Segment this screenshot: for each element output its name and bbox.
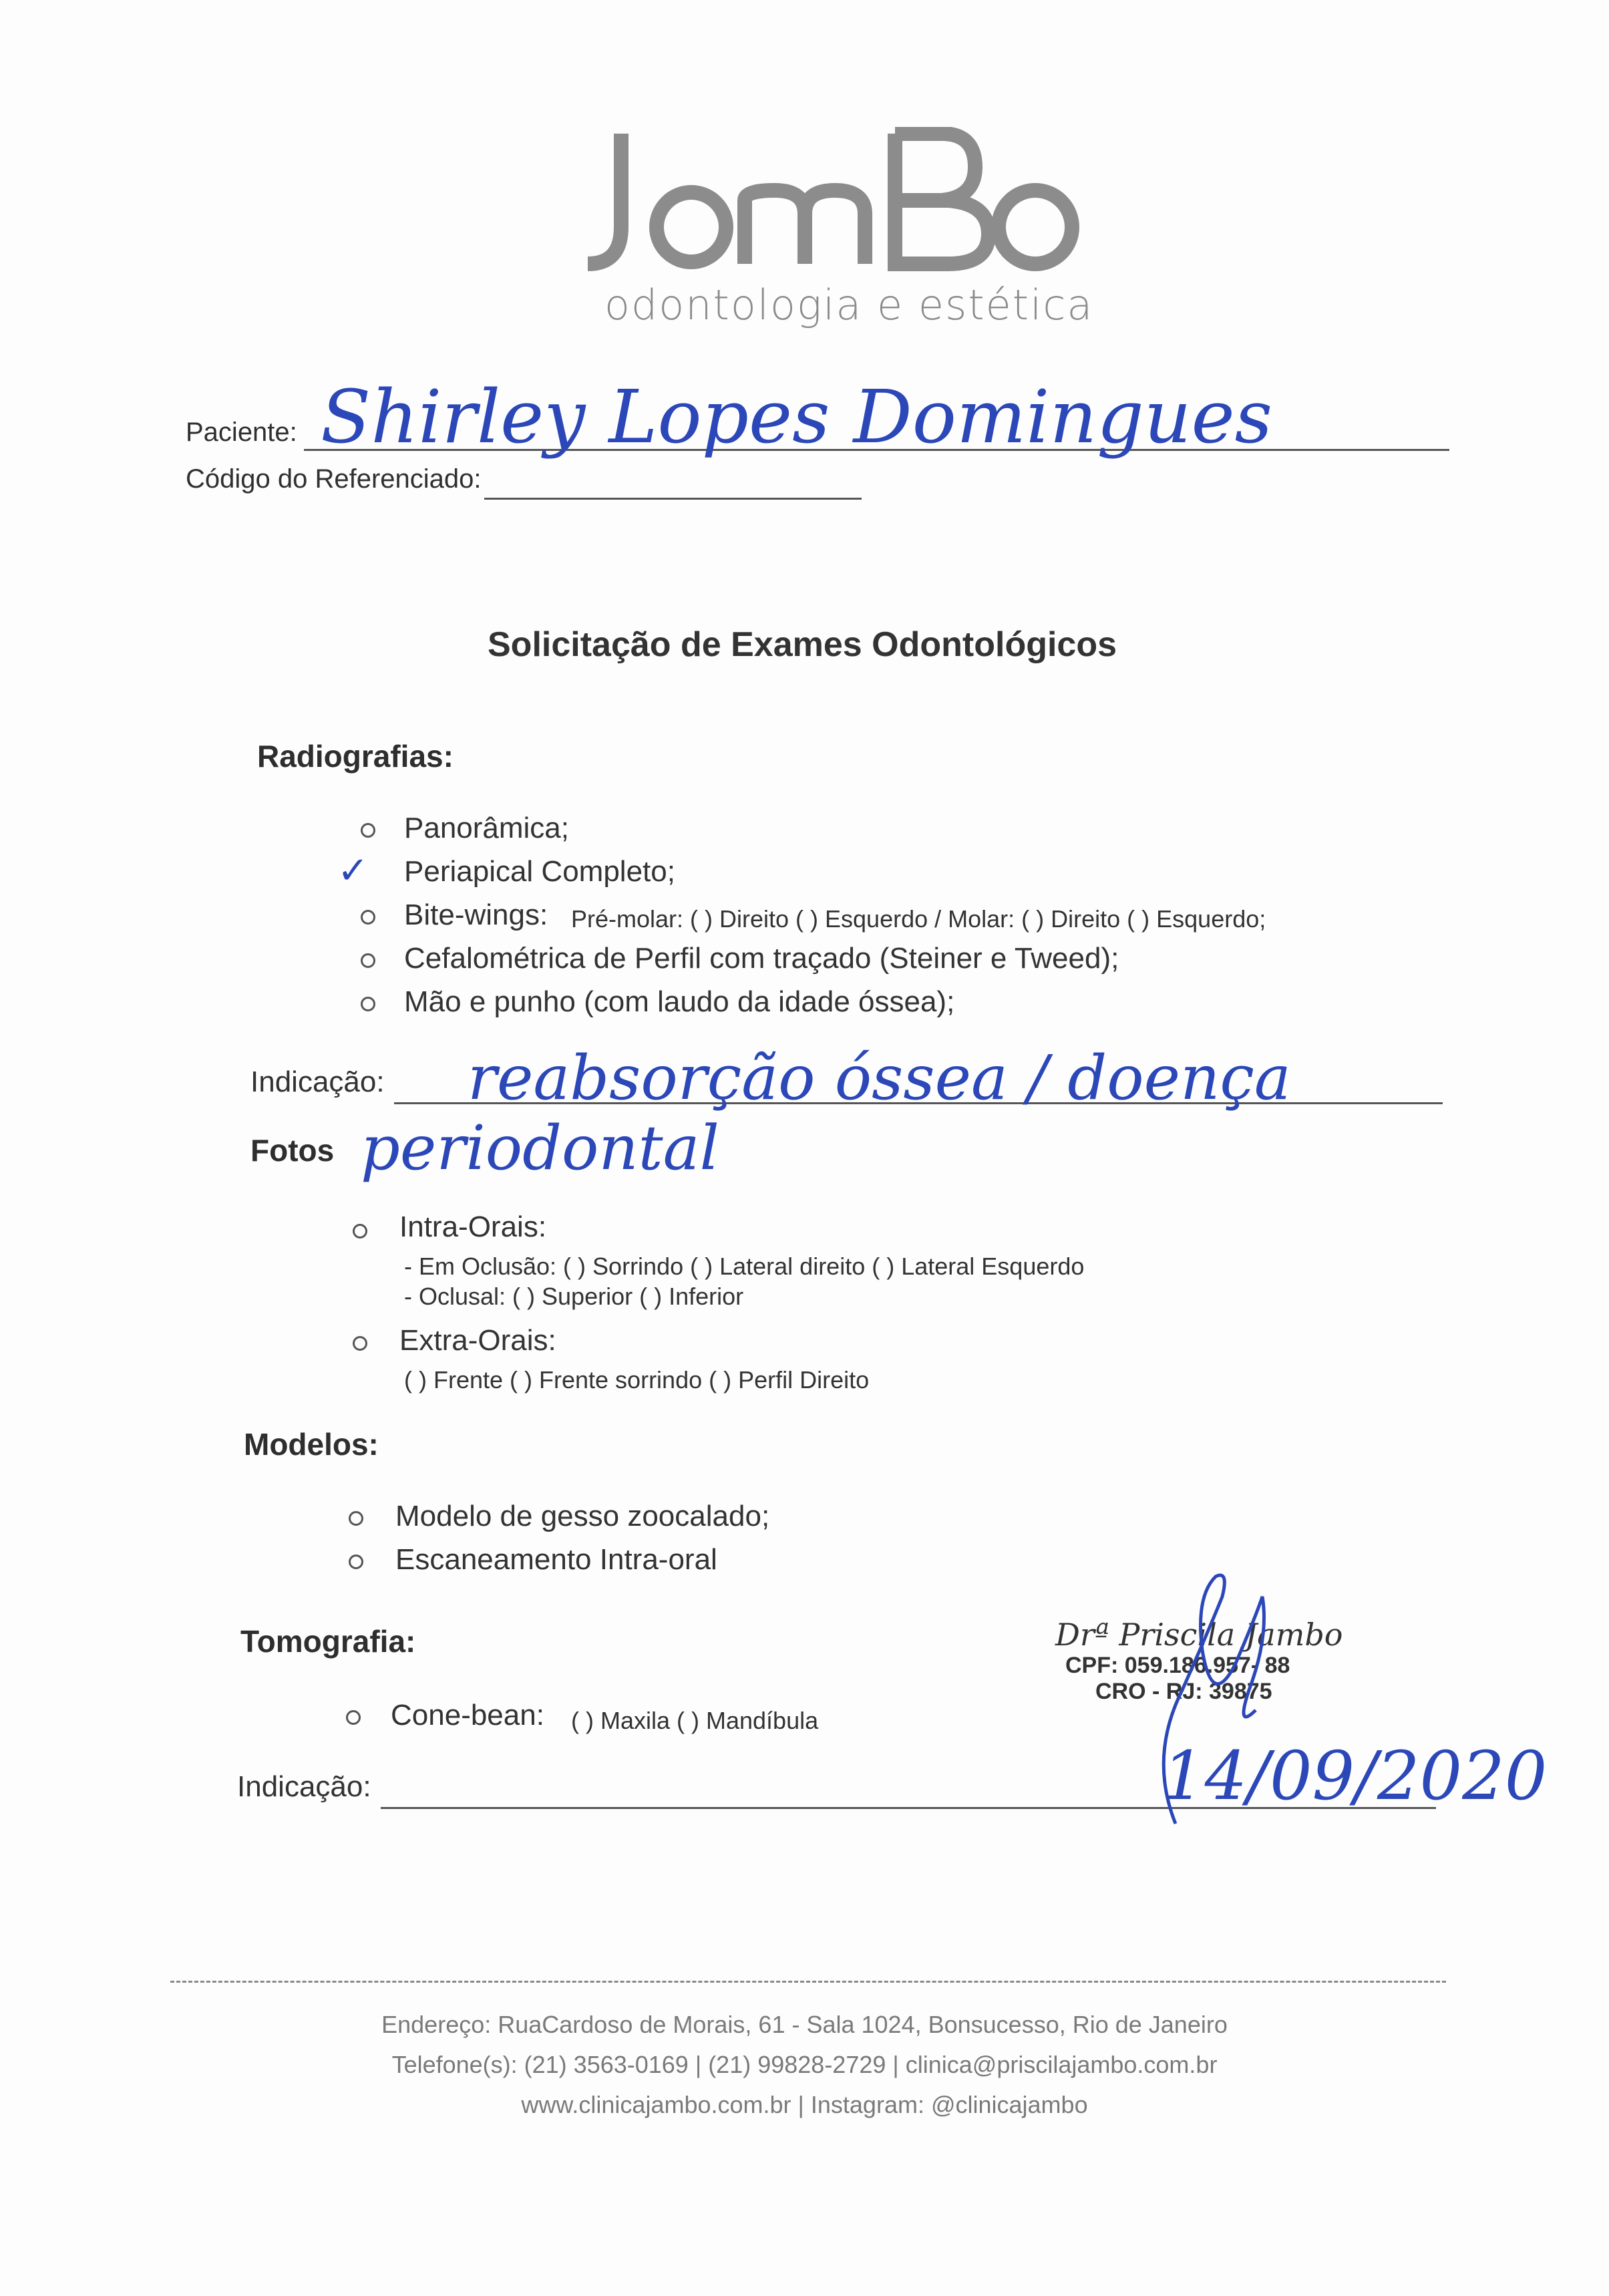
modelos-heading: Modelos:: [244, 1427, 379, 1462]
intra-orais-label: Intra-Orais:: [399, 1210, 547, 1243]
bullet-icon[interactable]: [361, 997, 375, 1011]
item-periapical: Periapical Completo;: [404, 855, 675, 888]
patient-name-handwritten: Shirley Lopes Domingues: [321, 374, 1273, 460]
ref-code-label: Código do Referenciado:: [186, 464, 482, 494]
bullet-icon[interactable]: [349, 1511, 363, 1526]
doctor-cpf: CPF: 059.186.957- 88: [1065, 1653, 1290, 1678]
item-cefalometrica: Cefalométrica de Perfil com traçado (Steiner e Tweed);: [404, 942, 1119, 975]
extra-orais-options: ( ) Frente ( ) Frente sorrindo ( ) Perfil Direito: [404, 1366, 870, 1393]
jambo-logo: [574, 127, 1082, 281]
form-title: Solicitação de Exames Odontológicos: [488, 625, 1117, 664]
bullet-icon[interactable]: [349, 1554, 363, 1569]
item-modelo-gesso: Modelo de gesso zoocalado;: [395, 1500, 770, 1532]
item-escaneamento: Escaneamento Intra-oral: [395, 1543, 717, 1576]
tomografia-heading: Tomografia:: [240, 1624, 416, 1659]
bullet-icon[interactable]: [353, 1336, 367, 1351]
radiografias-heading: Radiografias:: [257, 739, 454, 774]
footer-phones: Telefone(s): (21) 3563-0169 | (21) 99828-2729 | clinica@priscilajambo.com.br: [391, 2051, 1218, 2078]
item-panoramica: Panorâmica;: [404, 812, 570, 844]
item-mao-punho: Mão e punho (com laudo da idade óssea);: [404, 985, 955, 1018]
bullet-icon[interactable]: [346, 1710, 361, 1725]
ref-code-line[interactable]: [484, 498, 862, 500]
item-bitewings: Bite-wings:: [404, 898, 548, 931]
footer-address: Endereço: RuaCardoso de Morais, 61 - Sala 1024, Bonsucesso, Rio de Janeiro: [381, 2011, 1228, 2038]
bullet-icon[interactable]: [361, 823, 375, 838]
logo-subtitle: odontologia e estética: [604, 281, 1094, 329]
indicacao-handwritten-cont: periodontal: [361, 1112, 719, 1184]
doctor-cro: CRO - RJ: 39875: [1095, 1679, 1272, 1704]
fotos-heading: Fotos: [250, 1133, 335, 1168]
item-cone-bean: Cone-bean:: [391, 1699, 544, 1732]
bullet-icon[interactable]: [361, 910, 375, 925]
intra-oclusal-options: - Oclusal: ( ) Superior ( ) Inferior: [404, 1283, 744, 1310]
patient-label: Paciente:: [186, 418, 297, 447]
checkmark-icon[interactable]: ✓: [337, 849, 369, 891]
indicacao-label: Indicação:: [250, 1065, 385, 1098]
indicacao2-label: Indicação:: [237, 1770, 371, 1803]
indicacao-handwritten: reabsorção óssea / doença: [468, 1042, 1291, 1114]
doctor-name: Drª Priscila Jambo: [1055, 1617, 1343, 1653]
cone-bean-options: ( ) Maxila ( ) Mandíbula: [571, 1707, 819, 1734]
bullet-icon[interactable]: [353, 1224, 367, 1239]
extra-orais-label: Extra-Orais:: [399, 1324, 556, 1357]
handwritten-date: 14/09/2020: [1162, 1737, 1548, 1815]
bitewings-options: Pré-molar: ( ) Direito ( ) Esquerdo / Molar: ( ) Direito ( ) Esquerdo;: [571, 905, 1266, 933]
footer-web: www.clinicajambo.com.br | Instagram: @clinicajambo: [521, 2091, 1088, 2118]
intra-oclusao-options: - Em Oclusão: ( ) Sorrindo ( ) Lateral direito ( ) Lateral Esquerdo: [404, 1253, 1085, 1280]
footer-divider: [170, 1981, 1446, 1983]
bullet-icon[interactable]: [361, 953, 375, 968]
